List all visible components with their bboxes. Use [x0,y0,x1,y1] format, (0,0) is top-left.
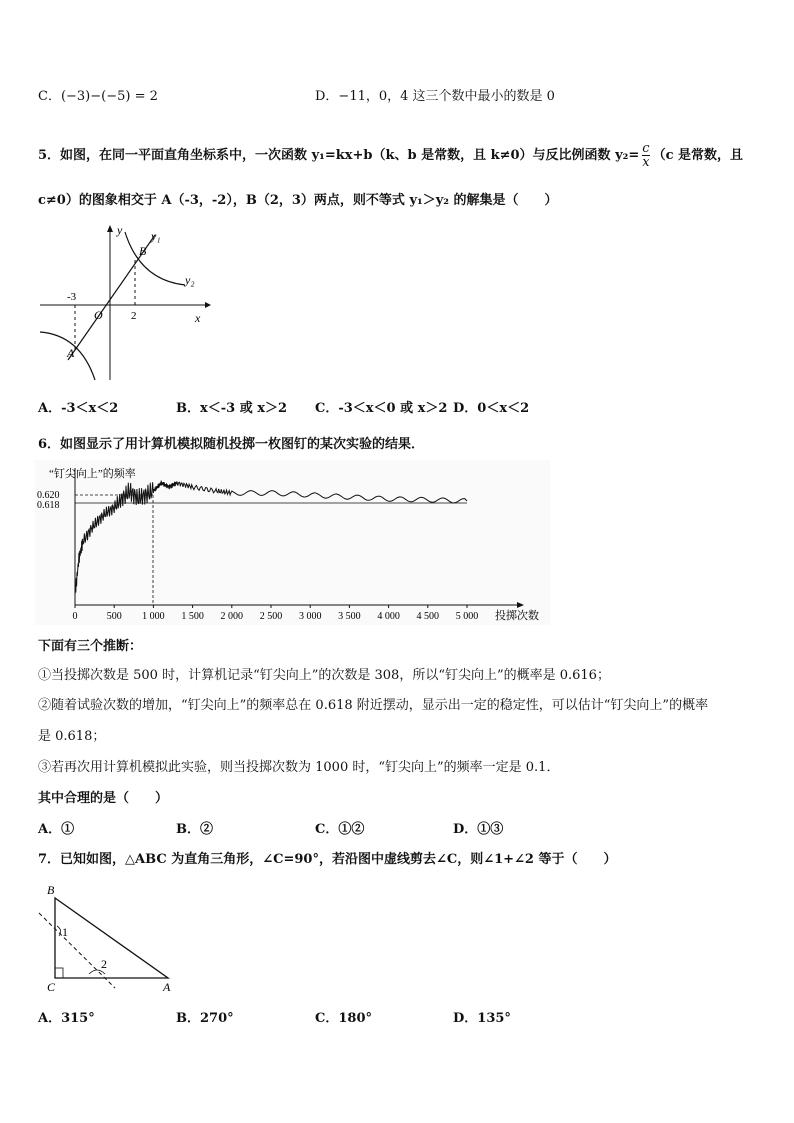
chart-x-label: 投掷次数 [495,610,539,622]
label-y1: y₁ [151,229,161,243]
x-tick-label: 1 000 [142,611,165,622]
q5-fraction [642,142,649,169]
point-a-label: A [67,346,75,360]
q6-option-a: A．① [38,822,75,837]
q5-frac-denominator: x [642,155,650,170]
q5-stem-text: 5．如图，在同一平面直角坐标系中，一次函数 y₁=kx+b（k、b 是常数，且 k≠0）与反比例函数 y₂= [38,148,640,163]
q4-option-d: D．−11，0，4 这三个数中最小的数是 0 [315,89,555,104]
q6-statement-3: ③若再次用计算机模拟此实验，则当投掷次数为 1000 时，“钉尖向上”的频率一定是 0.1． [38,760,560,775]
x-tick-label: 4 000 [377,611,400,622]
q6-intro: 下面有三个推断： [38,639,143,654]
label-y2: y₂ [185,273,195,287]
tick-neg3: -3 [67,291,77,303]
triangle-abc [55,898,168,978]
x-tick-label: 500 [106,611,122,622]
y-tick-0620: 0.620 [37,490,60,501]
q7-option-b: B．270° [176,1011,234,1026]
q5-option-a: A．-3＜x＜2 [38,401,119,416]
q6-frequency-chart [35,460,550,625]
x-axis-arrow [205,302,211,308]
q5-option-d: D．0＜x＜2 [453,401,530,416]
q5-stem-line2: c≠0）的图象相交于 A（-3，-2），B（2，3）两点，则不等式 y₁＞y₂ 的解集是（ ） [38,193,558,208]
x-tick-label: 3 000 [298,611,322,622]
x-tick-label: 2 000 [220,611,244,622]
x-tick-label: 1 500 [181,611,204,622]
vertex-b-label: B [47,883,55,897]
q7-triangle-figure [35,880,180,995]
q6-option-b: B．② [176,822,213,837]
vertex-c-label: C [47,980,56,994]
q7-stem: 7．已知如图，△ABC 为直角三角形，∠C=90°，若沿图中虚线剪去∠C，则∠1+∠2 等于（ ） [38,852,617,867]
chart-title: “钉尖向上”的频率 [49,468,136,480]
x-tick-label: 3 500 [338,611,361,622]
q5-stem-line1 [38,142,743,169]
origin-label: O [94,308,103,322]
angle-2-label: 2 [101,957,107,971]
x-axis-label: x [195,311,201,325]
q6-ask: 其中合理的是（ ） [38,791,169,806]
right-angle-mark [55,968,63,978]
q7-option-c: C．180° [315,1011,372,1026]
y-axis-arrow [107,225,113,232]
y-axis-label: y [117,223,123,237]
q6-stem: 6．如图显示了用计算机模拟随机投掷一枚图钉的某次实验的结果． [38,437,425,452]
chart-background [35,460,550,625]
x-tick-label: 2 500 [259,611,283,622]
x-tick-label: 5 000 [455,611,479,622]
angle-1-label: 1 [62,925,68,939]
x-tick-label: 0 [72,611,78,622]
q5-function-graph [35,220,215,385]
q6-statement-2a: ②随着试验次数的增加，“钉尖向上”的频率总在 0.618 附近摆动，显示出一定的稳定性，可以估计“钉尖向上”的概率 [38,698,709,713]
q5-option-c: C．-3＜x＜0 或 x＞2 [315,401,448,416]
q6-statement-2b: 是 0.618； [38,729,106,744]
q5-stem-end: （c 是常数，且 [652,148,744,163]
x-tick-label: 4 500 [416,611,440,622]
q6-option-d: D．①③ [453,822,504,837]
tick-2: 2 [131,310,137,322]
y-tick-0618: 0.618 [37,500,60,511]
angle-1-arc [57,926,61,936]
q6-statement-1: ①当投掷次数是 500 时，计算机记录“钉尖向上”的次数是 308，所以“钉尖向上”的概率是 0.616； [38,668,610,683]
q5-option-b: B．x＜-3 或 x＞2 [176,401,288,416]
q6-option-c: C．①② [315,822,365,837]
q5-frac-numerator: c [642,141,650,156]
point-b-label: B [139,244,147,258]
q7-option-a: A．315° [38,1011,95,1026]
vertex-a-label: A [163,980,171,994]
q7-option-d: D．135° [453,1011,511,1026]
cut-dashed-line [39,913,115,988]
q4-option-c: C．(−3)−(−5) = 2 [38,89,158,104]
